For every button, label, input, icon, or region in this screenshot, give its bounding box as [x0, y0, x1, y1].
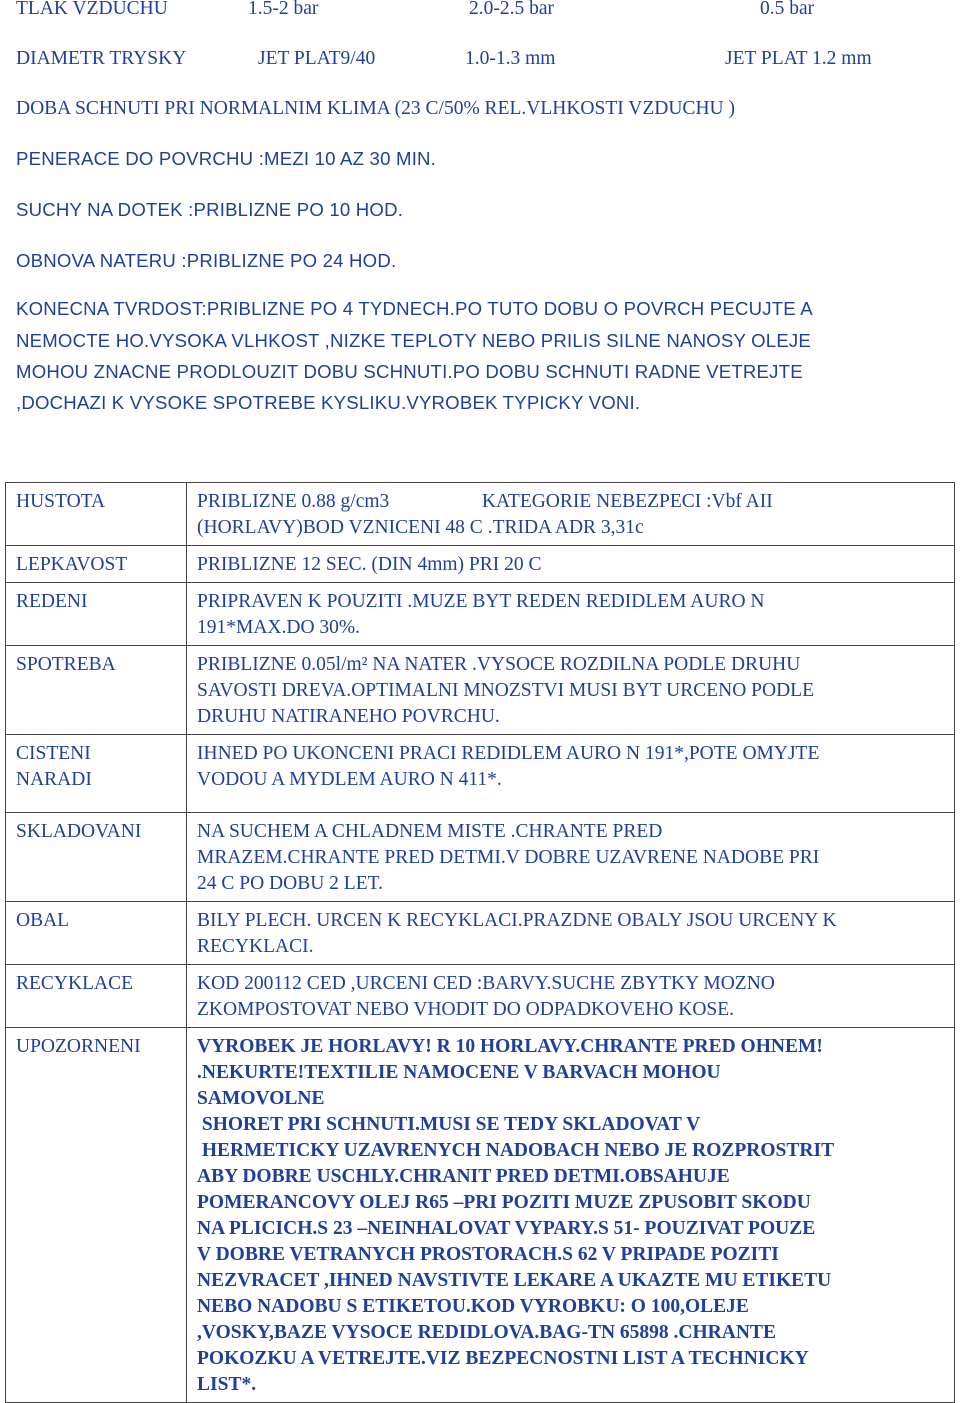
table-row	[6, 902, 955, 965]
row-label: LEPKAVOST	[6, 546, 187, 583]
table-row	[6, 735, 955, 813]
warning-text: VYROBEK JE HORLAVY! R 10 HORLAVY.CHRANTE PRED OHNEM! .NEKURTE!TEXTILIE NAMOCENE V BARVACH MOHOU SAMOVOLNE SHORET PRI SCHNUTI.MUSI SE TEDY SKLADOVAT V HERMETICKY UZAVRENYCH NADOBACH NEBO JE ROZPROSTRIT ABY DOBRE USCHLY.CHRANIT PRED DETMI.OBSAHUJE POMERANCOVY OLEJ R65 –PRI POZITI MUZE ZPUSOBIT SKODU NA PLICICH.S 23 –NEINHALOVAT VYPARY.S 51- POUZIVAT POUZE V DOBRE VETRANYCH PROSTORACH.S 62 V PRIPADE POZITI NEZVRACET ,IHNED NAVSTIVTE LEKARE A UKAZTE MU ETIKETU NEBO NADOBU S ETIKETOU.KOD VYROBKU: O 100,OLEJE ,VOSKY,BAZE VYSOCE REDIDLOVA.BAG-TN 65898 .CHRANTE POKOZKU A VETREJTE.VIZ BEZPECNOSTNI LIST A TECHNICKY LIST*.	[187, 1028, 955, 1403]
tlak-value-2: 2.0-2.5 bar	[469, 0, 555, 19]
table-row	[6, 813, 955, 902]
table-row	[6, 965, 955, 1028]
drying-paragraph-line: ,DOCHAZI K VYSOKE SPOTREBE KYSLIKU.VYROBEK TYPICKY VONI.	[16, 392, 641, 413]
row-value: PRIBLIZNE 12 SEC. (DIN 4mm) PRI 20 C	[187, 546, 955, 583]
diametr-value-1: JET PLAT9/40	[258, 48, 376, 69]
row-value: NA SUCHEM A CHLADNEM MISTE .CHRANTE PRED MRAZEM.CHRANTE PRED DETMI.V DOBRE UZAVRENE NADOBE PRI 24 C PO DOBU 2 LET.	[187, 813, 955, 902]
row-label: UPOZORNENI	[6, 1028, 187, 1403]
drying-line: OBNOVA NATERU :PRIBLIZNE PO 24 HOD.	[16, 250, 397, 271]
row-label: OBAL	[6, 902, 187, 965]
drying-paragraph-line: NEMOCTE HO.VYSOKA VLHKOST ,NIZKE TEPLOTY NEBO PRILIS SILNE NANOSY OLEJE	[16, 330, 812, 351]
row-value: PRIPRAVEN K POUZITI .MUZE BYT REDEN REDIDLEM AURO N 191*MAX.DO 30%.	[187, 583, 955, 646]
drying-line: SUCHY NA DOTEK :PRIBLIZNE PO 10 HOD.	[16, 199, 404, 220]
diametr-value-3: JET PLAT 1.2 mm	[725, 48, 872, 69]
row-label: SKLADOVANI	[6, 813, 187, 902]
row-value: BILY PLECH. URCEN K RECYKLACI.PRAZDNE OBALY JSOU URCENY K RECYKLACI.	[187, 902, 955, 965]
table-row	[6, 483, 955, 546]
table-row	[6, 583, 955, 646]
drying-paragraph-line: KONECNA TVRDOST:PRIBLIZNE PO 4 TYDNECH.PO TUTO DOBU O POVRCH PECUJTE A	[16, 298, 813, 319]
row-label: REDENI	[6, 583, 187, 646]
tlak-label: TLAK VZDUCHU	[16, 0, 168, 19]
diametr-value-2: 1.0-1.3 mm	[465, 48, 556, 69]
row-label: SPOTREBA	[6, 646, 187, 735]
diametr-label: DIAMETR TRYSKY	[16, 48, 187, 69]
drying-line: PENERACE DO POVRCHU :MEZI 10 AZ 30 MIN.	[16, 148, 437, 169]
row-value: PRIBLIZNE 0.05l/m² NA NATER .VYSOCE ROZDILNA PODLE DRUHU SAVOSTI DREVA.OPTIMALNI MNOZSTVI MUSI BYT URCENO PODLE DRUHU NATIRANEHO POVRCHU.	[187, 646, 955, 735]
row-value: PRIBLIZNE 0.88 g/cm3 KATEGORIE NEBEZPECI :Vbf AII (HORLAVY)BOD VZNICENI 48 C .TRIDA ADR 3,31c	[187, 483, 955, 546]
row-label: CISTENI NARADI	[6, 735, 187, 813]
row-value: IHNED PO UKONCENI PRACI REDIDLEM AURO N 191*,POTE OMYJTE VODOU A MYDLEM AURO N 411*.	[187, 735, 955, 813]
row-label: RECYKLACE	[6, 965, 187, 1028]
tlak-value-1: 1.5-2 bar	[248, 0, 319, 19]
row-label: HUSTOTA	[6, 483, 187, 546]
tlak-value-3: 0.5 bar	[760, 0, 815, 19]
table-row	[6, 1028, 955, 1403]
table-row	[6, 646, 955, 735]
row-value: KOD 200112 CED ,URCENI CED :BARVY.SUCHE ZBYTKY MOZNO ZKOMPOSTOVAT NEBO VHODIT DO ODPADKOVEHO KOSE.	[187, 965, 955, 1028]
properties-table	[5, 482, 955, 1403]
table-row	[6, 546, 955, 583]
drying-header: DOBA SCHNUTI PRI NORMALNIM KLIMA (23 C/50% REL.VLHKOSTI VZDUCHU )	[16, 98, 735, 119]
drying-paragraph-line: MOHOU ZNACNE PRODLOUZIT DOBU SCHNUTI.PO DOBU SCHNUTI RADNE VETREJTE	[16, 361, 803, 382]
